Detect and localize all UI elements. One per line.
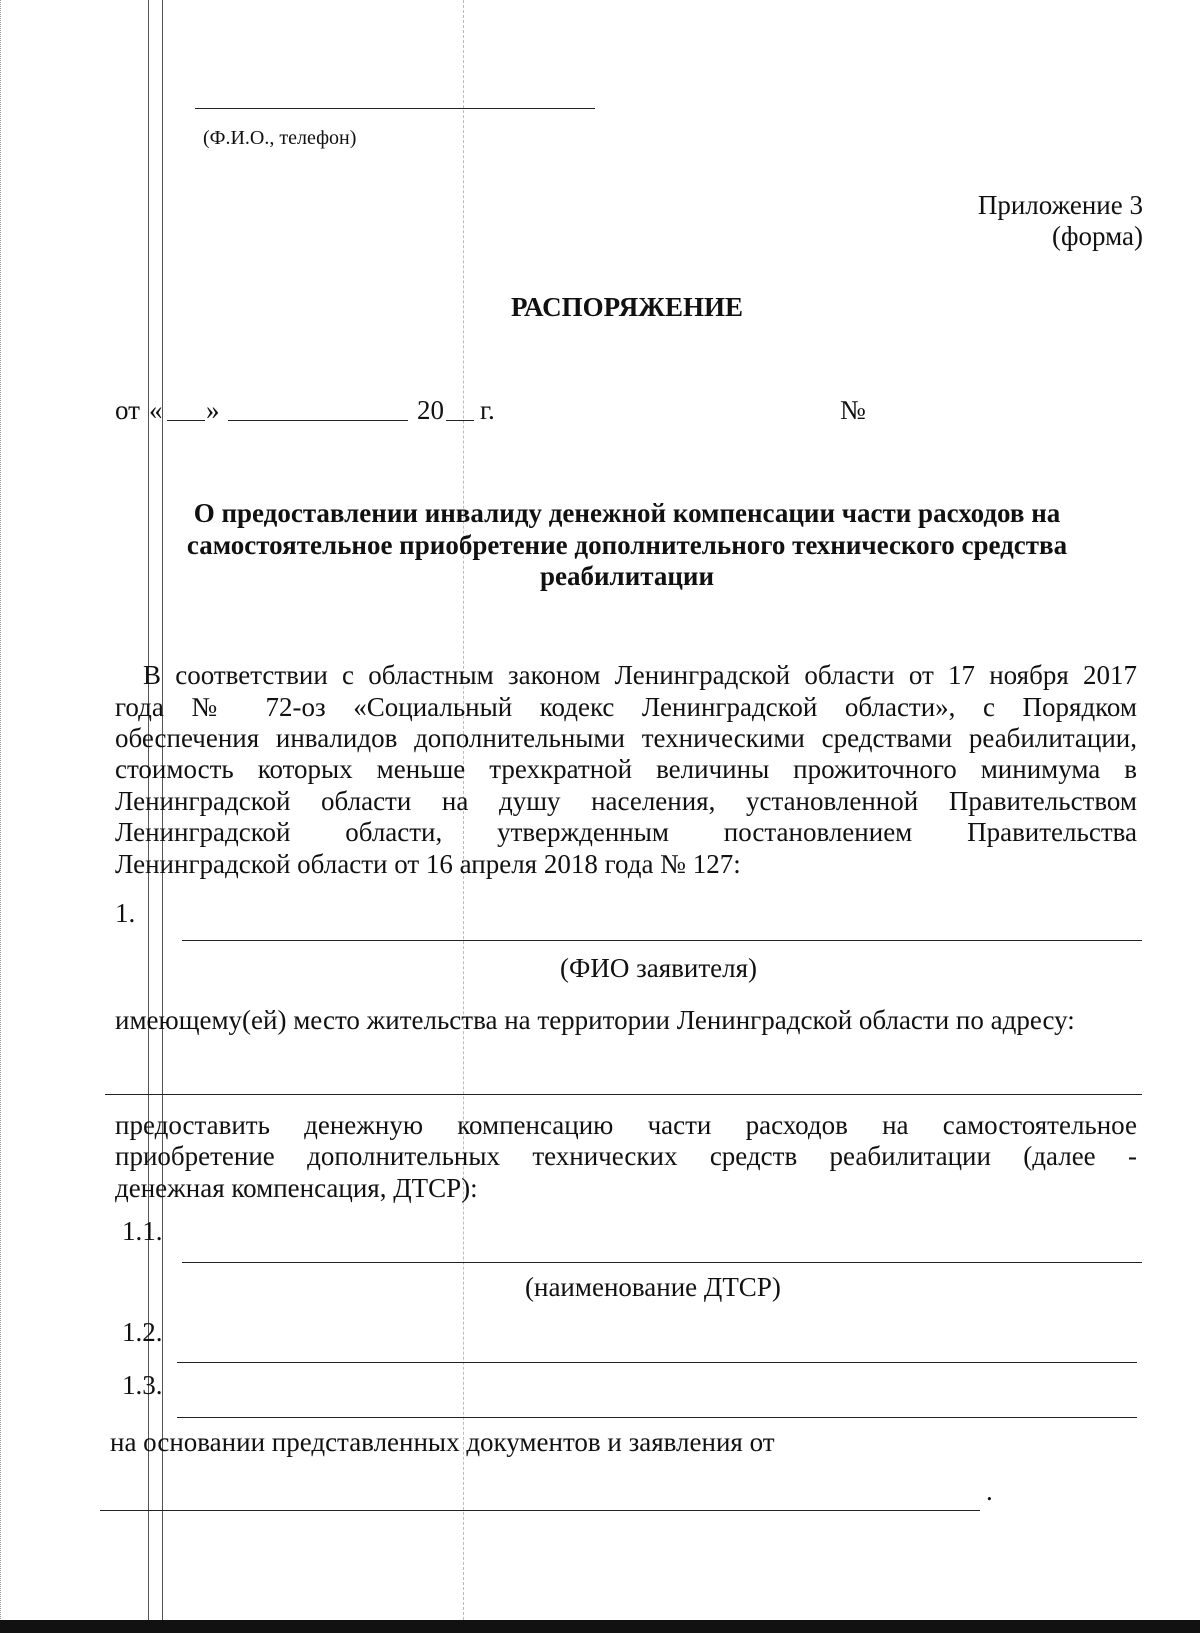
- residence-text: имеющему(ей) место жительства на территории Ленинградской области по адресу:: [115, 1005, 1075, 1035]
- grant-line-2: приобретение дополнительных технических средств реабилитации (далее -: [115, 1141, 1137, 1171]
- preamble-line-1: В соответствии с областным законом Ленинградской области от 17 ноября 2017: [143, 660, 1137, 690]
- preamble-line-7: Ленинградской области от 16 апреля 2018 года № 127:: [115, 849, 741, 879]
- subject-line-1: О предоставлении инвалиду денежной компенсации части расходов на: [193, 498, 1061, 528]
- applicant-name-caption: (ФИО заявителя): [560, 953, 758, 983]
- subitem-1-number: 1.1.: [122, 1216, 163, 1246]
- subitem-2-number: 1.2.: [122, 1317, 163, 1347]
- appendix-form-label: (форма): [1052, 221, 1143, 251]
- appendix-label: Приложение 3: [977, 190, 1143, 220]
- number-sign: №: [840, 395, 866, 425]
- scan-bottom-edge: [0, 1620, 1200, 1633]
- subitem-3-line: [177, 1417, 1137, 1418]
- contact-line: [195, 108, 595, 109]
- month-blank: [228, 420, 408, 421]
- preamble-line-6: Ленинградской области, утвержденным постановлением Правительства: [115, 817, 1137, 847]
- date-from-label: от: [115, 395, 140, 425]
- contact-caption: (Ф.И.О., телефон): [203, 127, 357, 149]
- grant-line-3: денежная компенсация, ДТСР):: [115, 1173, 478, 1203]
- preamble-line-5: Ленинградской области на душу населения, установленной Правительством: [115, 786, 1137, 816]
- end-mark: .: [986, 1476, 993, 1506]
- subitem-1-line: [182, 1262, 1142, 1263]
- basis-text: на основании представленных документов и заявления от: [110, 1427, 775, 1457]
- basis-line: [100, 1510, 980, 1511]
- document-title: РАСПОРЯЖЕНИЕ: [510, 292, 744, 322]
- address-line: [105, 1094, 1142, 1095]
- subitem-3-number: 1.3.: [122, 1370, 163, 1400]
- applicant-name-line: [182, 940, 1142, 941]
- item-1-number: 1.: [115, 898, 136, 928]
- preamble-line-2: года № 72-оз «Социальный кодекс Ленинградской области», с Порядком: [115, 692, 1137, 722]
- year-suffix: г.: [480, 395, 495, 425]
- year-prefix: 20: [417, 395, 444, 425]
- subject-line-2: самостоятельное приобретение дополнительного технического средства: [186, 530, 1068, 560]
- subject-line-3: реабилитации: [539, 561, 715, 591]
- day-blank: [167, 420, 205, 421]
- scan-edge: [0, 0, 4, 1633]
- date-close-quote: »: [206, 395, 220, 425]
- subitem-2-line: [177, 1362, 1137, 1363]
- grant-line-1: предоставить денежную компенсацию части расходов на самостоятельное: [115, 1110, 1137, 1140]
- date-open-quote: «: [149, 395, 163, 425]
- preamble-line-3: обеспечения инвалидов дополнительными техническими средствами реабилитации,: [115, 723, 1137, 753]
- subitem-1-caption: (наименование ДТСР): [525, 1272, 781, 1302]
- preamble-line-4: стоимость которых меньше трехкратной величины прожиточного минимума в: [115, 754, 1137, 784]
- year-blank: [446, 420, 474, 421]
